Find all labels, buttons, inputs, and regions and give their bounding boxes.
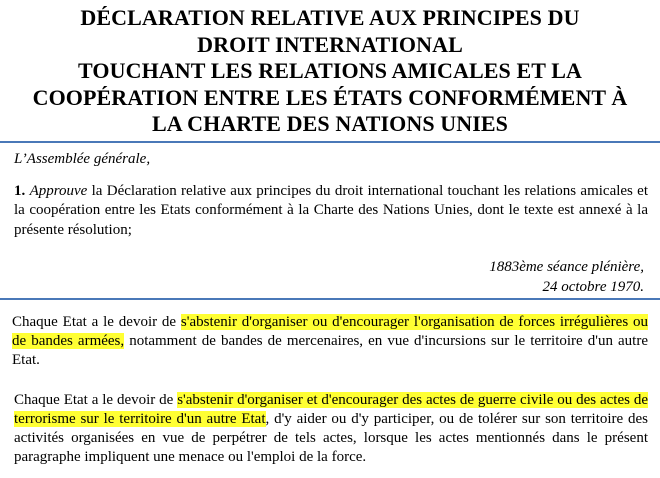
excerpt-2-before: Chaque Etat a le devoir de	[14, 392, 178, 408]
seance-line-1: 1883ème séance plénière,	[489, 259, 644, 275]
title-line-1: DÉCLARATION RELATIVE AUX PRINCIPES DU	[80, 5, 580, 30]
excerpt-1-after: notamment de bandes de mercenaires, en vue d'incursions sur le territoire d'un autre Etat.	[12, 333, 648, 368]
paragraph-verb: Approuve	[29, 182, 88, 199]
excerpt-2-after: , d'y aider ou d'y participer, ou de tolérer sur son territoire des activités organisées en vue de perpétrer de tels actes, lorsque les actes mentionnés dans le présent paragraphe impliquent une menace ou l'emploi de la force.	[14, 411, 649, 465]
seance-date: 24 octobre 1970.	[542, 278, 644, 295]
excerpt-1-before: Chaque Etat a le devoir de	[12, 314, 181, 330]
paragraph-number: 1.	[14, 182, 26, 199]
title-line-2: DROIT INTERNATIONAL	[197, 31, 463, 57]
divider-middle	[0, 298, 660, 300]
resolution-block	[14, 150, 648, 240]
excerpt-paragraph-1	[12, 313, 648, 370]
assembly-heading: L’Assemblée générale,	[14, 151, 151, 167]
declaration-title	[0, 5, 660, 138]
title-line-4: COOPÉRATION ENTRE LES ÉTATS CONFORMÉMENT À	[32, 84, 628, 110]
title-line-3: TOUCHANT LES RELATIONS AMICALES ET LA	[78, 58, 582, 83]
divider-top	[0, 141, 660, 143]
excerpt-paragraph-2	[14, 391, 648, 467]
excerpt-2-highlight: s'abstenir d'organiser et d'encourager des actes de guerre civile ou des actes de terrorisme sur le territoire d'un autre Etat	[14, 392, 648, 427]
title-line-5: LA CHARTE DES NATIONS UNIES	[151, 111, 509, 136]
paragraph-text: la Déclaration relative aux principes du droit international touchant les relations amicales et la coopération entre les Etats conformément à la Charte des Nations Unies, dont le texte est annexé à la présente résolution;	[14, 182, 649, 238]
excerpt-1-highlight: s'abstenir d'organiser ou d'encourager l'organisation de forces irrégulières ou de bandes armées,	[12, 314, 649, 349]
resolution-paragraph	[14, 182, 648, 241]
seance-note	[489, 258, 644, 297]
